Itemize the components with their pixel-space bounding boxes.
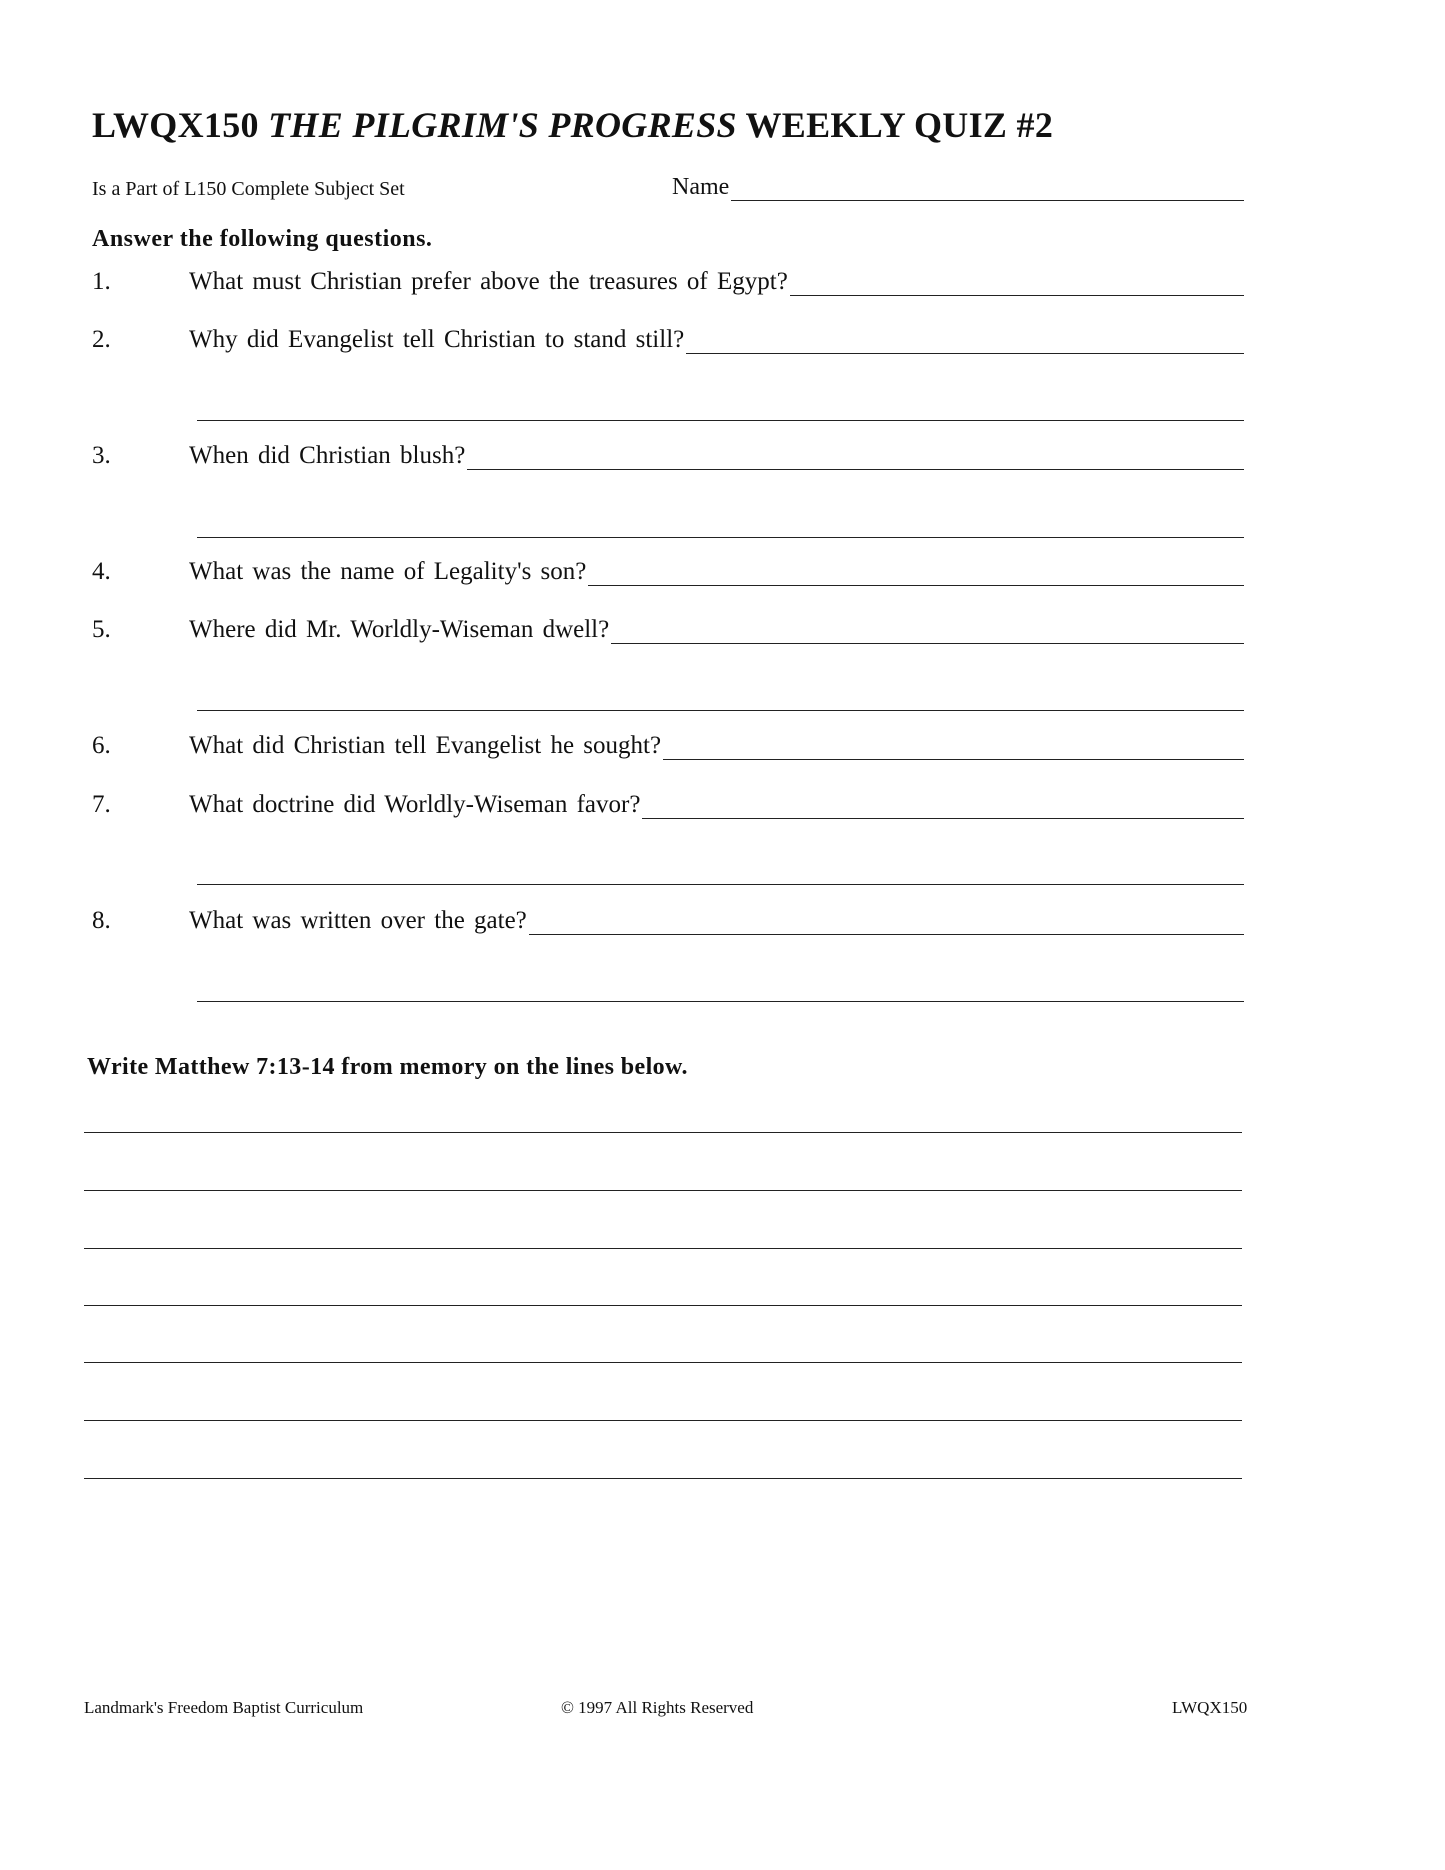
question-text: What was written over the gate? bbox=[189, 907, 527, 934]
memory-line[interactable] bbox=[84, 1478, 1242, 1479]
memory-heading: Write Matthew 7:13-14 from memory on the lines below. bbox=[87, 1054, 688, 1080]
question-1 bbox=[92, 268, 1244, 296]
page-title bbox=[92, 104, 1053, 146]
question-number: 8. bbox=[92, 907, 111, 934]
question-text: Why did Evangelist tell Christian to stand still? bbox=[189, 326, 685, 353]
memory-line[interactable] bbox=[84, 1248, 1242, 1249]
memory-line[interactable] bbox=[84, 1420, 1242, 1421]
instructions: Answer the following questions. bbox=[92, 226, 433, 252]
answer-line[interactable] bbox=[663, 737, 1244, 760]
title-quiz: WEEKLY QUIZ #2 bbox=[745, 105, 1054, 145]
question-7 bbox=[92, 791, 1244, 819]
question-text: What doctrine did Worldly-Wiseman favor? bbox=[189, 791, 641, 818]
answer-line[interactable] bbox=[686, 331, 1244, 354]
memory-line[interactable] bbox=[84, 1305, 1242, 1306]
answer-line[interactable] bbox=[790, 273, 1244, 296]
question-number: 6. bbox=[92, 732, 111, 759]
question-number: 4. bbox=[92, 558, 111, 585]
answer-line[interactable] bbox=[529, 912, 1244, 935]
question-2 bbox=[92, 326, 1244, 354]
name-field[interactable] bbox=[672, 174, 1244, 201]
name-answer-line[interactable] bbox=[731, 178, 1244, 201]
footer-code: LWQX150 bbox=[1172, 1698, 1248, 1717]
question-text: What did Christian tell Evangelist he sought? bbox=[189, 732, 662, 759]
question-number: 1. bbox=[92, 268, 111, 295]
question-number: 7. bbox=[92, 791, 111, 818]
question-8 bbox=[92, 907, 1244, 935]
answer-line-extra[interactable] bbox=[197, 537, 1244, 538]
memory-line[interactable] bbox=[84, 1132, 1242, 1133]
answer-line-extra[interactable] bbox=[197, 420, 1244, 421]
question-number: 5. bbox=[92, 616, 111, 643]
question-text: What must Christian prefer above the treasures of Egypt? bbox=[189, 268, 788, 295]
question-3 bbox=[92, 442, 1244, 470]
answer-line[interactable] bbox=[611, 621, 1244, 644]
question-4 bbox=[92, 558, 1244, 586]
answer-line-extra[interactable] bbox=[197, 1001, 1244, 1002]
question-text: When did Christian blush? bbox=[189, 442, 466, 469]
question-number: 3. bbox=[92, 442, 111, 469]
footer-publisher: Landmark's Freedom Baptist Curriculum bbox=[84, 1698, 364, 1717]
title-book: THE PILGRIM'S PROGRESS bbox=[268, 105, 737, 145]
answer-line[interactable] bbox=[588, 563, 1244, 586]
title-code: LWQX150 bbox=[92, 105, 259, 145]
memory-line[interactable] bbox=[84, 1362, 1242, 1363]
name-label: Name bbox=[672, 174, 730, 200]
subtitle: Is a Part of L150 Complete Subject Set bbox=[92, 178, 405, 200]
question-6 bbox=[92, 732, 1244, 760]
answer-line[interactable] bbox=[467, 447, 1244, 470]
memory-line[interactable] bbox=[84, 1190, 1242, 1191]
question-text: Where did Mr. Worldly-Wiseman dwell? bbox=[189, 616, 610, 643]
question-number: 2. bbox=[92, 326, 111, 353]
question-text: What was the name of Legality's son? bbox=[189, 558, 587, 585]
answer-line-extra[interactable] bbox=[197, 710, 1244, 711]
answer-line-extra[interactable] bbox=[197, 884, 1244, 885]
answer-line[interactable] bbox=[642, 796, 1244, 819]
footer-copyright: © 1997 All Rights Reserved bbox=[561, 1698, 754, 1717]
question-5 bbox=[92, 616, 1244, 644]
